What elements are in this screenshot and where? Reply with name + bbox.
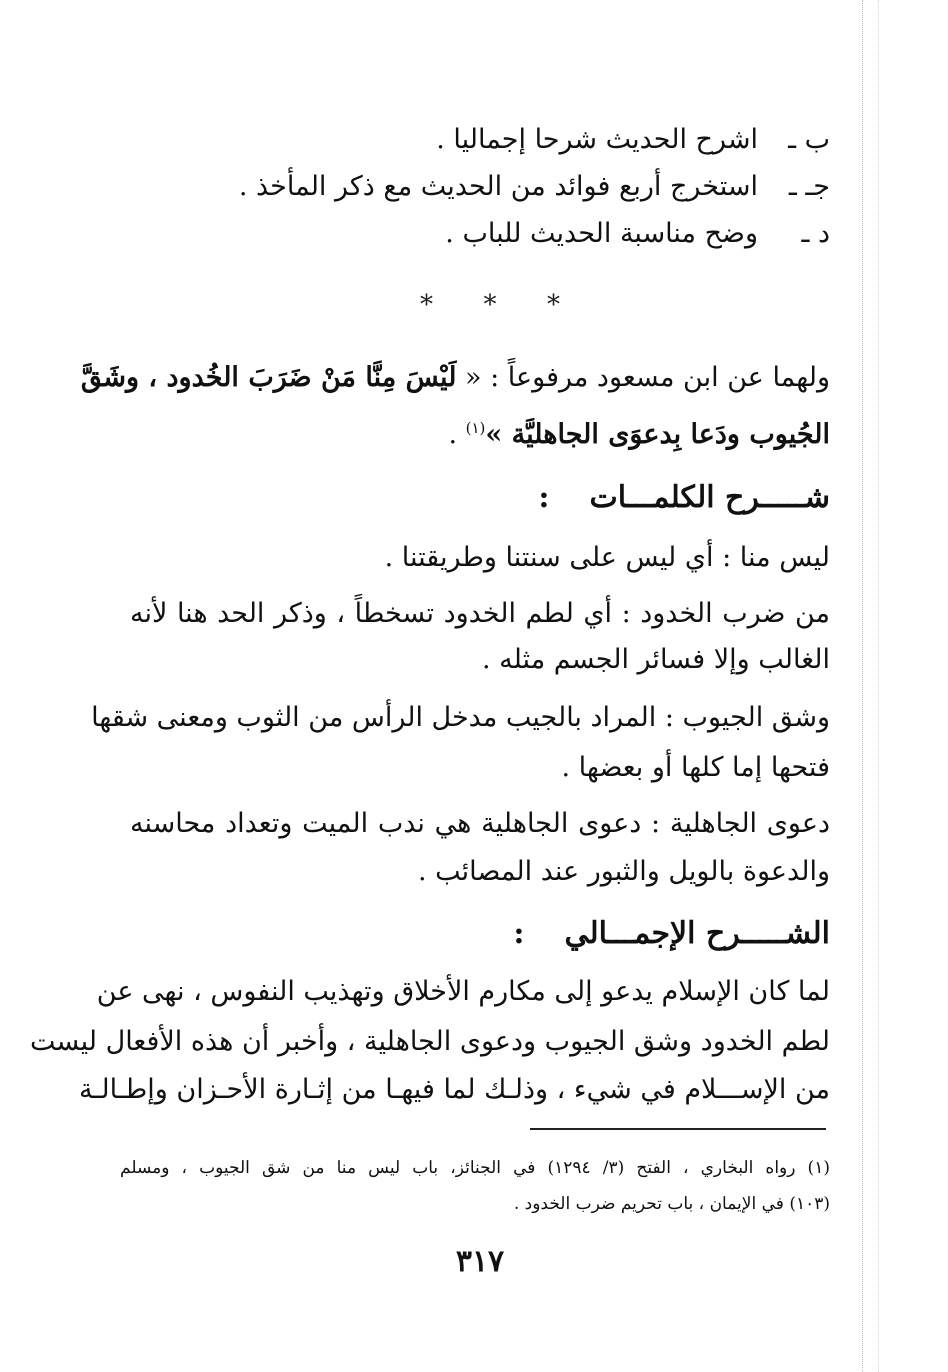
question-label: ب ـ [788, 124, 830, 155]
star-glyph: * [420, 290, 433, 320]
word-term: وشق الجيوب : [656, 702, 830, 733]
hadith-text: الجُيوب ودَعا بِدعوَى الجاهليَّة » [485, 419, 830, 450]
word-entry [91, 698, 830, 738]
page-number: ٣١٧ [455, 1244, 505, 1279]
hadith-intro: ولهما عن ابن مسعود مرفوعاً : « [456, 362, 830, 393]
word-definition: أي ليس على سنتنا وطريقتنا . [384, 542, 714, 573]
section-heading [130, 914, 830, 955]
word-entry [130, 538, 830, 578]
question-label: د ـ [801, 218, 830, 249]
paragraph-line: لطم الخدود وشق الجيوب ودعوى الجاهلية ، وأخبر أن هذه الأفعال ليست [30, 1026, 830, 1057]
question-label: جـ ـ [788, 171, 830, 202]
hadith-line-1 [80, 358, 830, 398]
word-definition: أي لطم الخدود تسخطاً ، وذكر الحد هنا لأنه [130, 598, 613, 629]
star-glyph: * [483, 290, 497, 320]
page-edge-line [878, 0, 879, 1372]
footnote-line: (١٠٣) في الإيمان ، باب تحريم ضرب الخدود . [513, 1194, 830, 1214]
section-heading [130, 478, 830, 519]
heading-colon: : [538, 480, 550, 515]
word-term: دعوى الجاهلية : [641, 808, 830, 839]
word-term: ليس منا : [713, 542, 830, 573]
section-separator [420, 290, 560, 320]
question-text: وضح مناسبة الحديث للباب . [445, 218, 758, 249]
word-entry-continuation [130, 852, 830, 892]
question-text: استخرج أربع فوائد من الحديث مع ذكر المأخذ . [238, 171, 758, 202]
heading-text: شـــــرح الكلمـــات [589, 480, 830, 515]
footnote-reference: (١) [465, 419, 486, 437]
word-definition: فتحها إما كلها أو بعضها . [561, 752, 830, 783]
word-definition: المراد بالجيب مدخل الرأس من الثوب ومعنى شقها [91, 702, 657, 733]
word-definition: دعوى الجاهلية هي ندب الميت وتعداد محاسنه [130, 808, 642, 839]
hadith-line-2 [130, 408, 830, 455]
word-entry-continuation [130, 640, 830, 680]
word-term: من ضرب الخدود : [612, 598, 830, 629]
heading-text: الشـــــرح الإجمـــالي [564, 916, 830, 951]
word-entry-continuation [130, 748, 830, 788]
question-j [130, 167, 830, 207]
hadith-text: لَيْسَ مِنَّا مَنْ ضَرَبَ الخُدود ، وشَقَّ [80, 362, 457, 393]
page-edge-line [862, 0, 863, 1372]
word-entry [130, 594, 830, 634]
footnote-line: (١) رواه البخاري ، الفتح (٣/ ١٢٩٤) في الجنائز، باب ليس منا من شق الجيوب ، ومسلم [120, 1158, 830, 1178]
hadith-end: . [448, 419, 466, 450]
paragraph-line: لما كان الإسلام يدعو إلى مكارم الأخلاق وتهذيب النفوس ، نهى عن [96, 976, 830, 1007]
word-entry [130, 804, 830, 844]
question-d [130, 214, 830, 254]
question-b [130, 120, 830, 160]
star-glyph: * [547, 290, 560, 320]
footnote-divider [530, 1128, 826, 1130]
word-definition: والدعوة بالويل والثبور عند المصائب . [417, 856, 830, 887]
paragraph-line: من الإســـلام في شيء ، وذلـك لما فيهـا من إثـارة الأحـزان وإطـالـة [79, 1074, 830, 1105]
question-text: اشرح الحديث شرحا إجماليا . [436, 124, 758, 155]
word-definition: الغالب وإلا فسائر الجسم مثله . [481, 644, 830, 675]
heading-colon: : [513, 916, 525, 951]
